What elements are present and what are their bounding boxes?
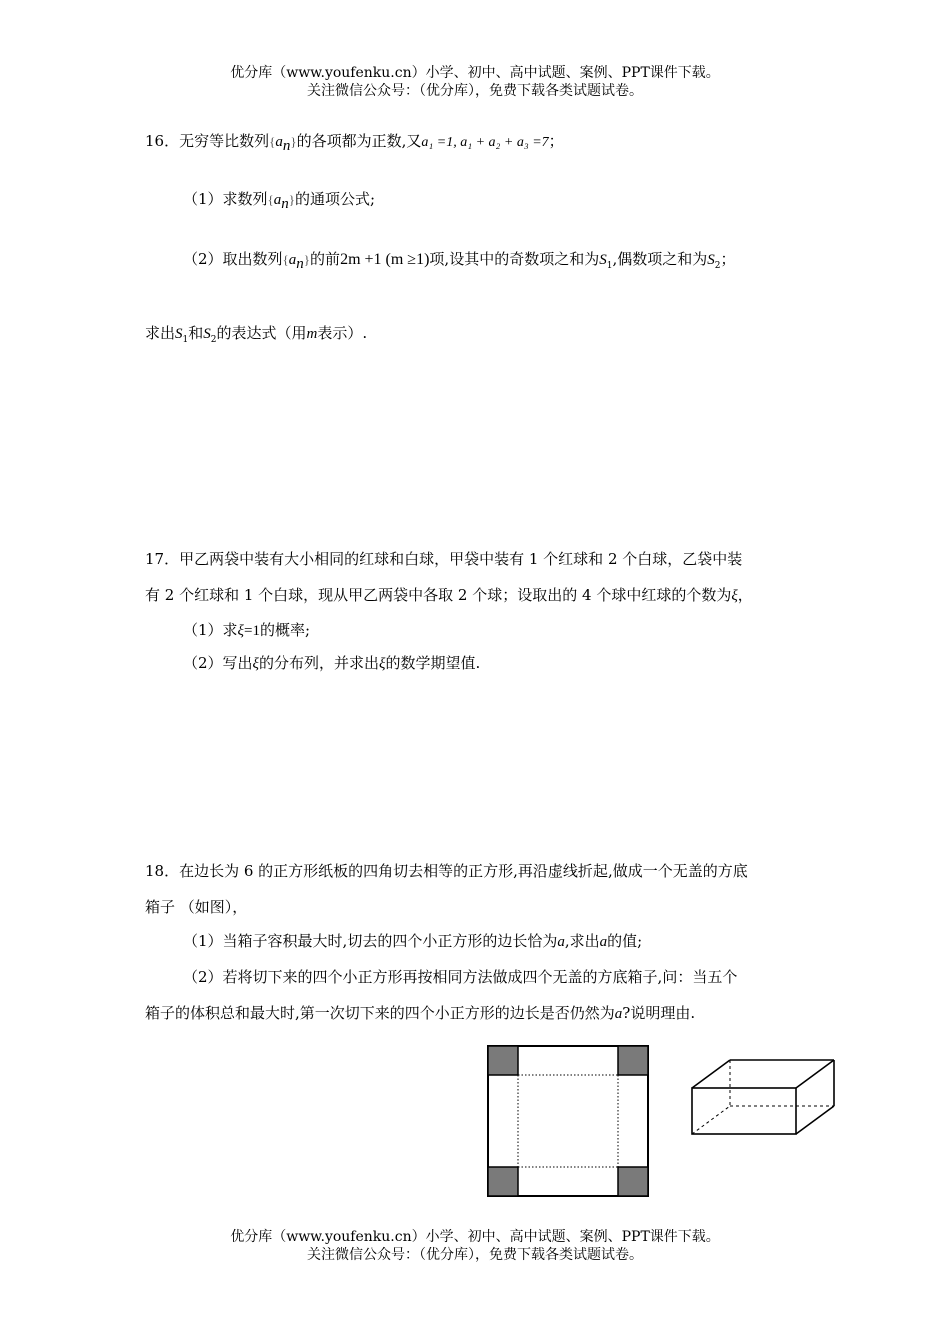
seq-a: a <box>275 134 283 150</box>
a-symbol: a <box>599 934 608 950</box>
corner-square-top-right <box>618 1046 648 1075</box>
footer-line-2: 关注微信公众号：（优分库），免费下载各类试题试卷。 <box>307 1247 643 1263</box>
q17-p1-label: （1）求 <box>183 621 238 639</box>
xi-symbol: ξ <box>731 588 738 604</box>
q16-p2-label: （2）取出数列 <box>183 250 283 268</box>
page-header <box>0 64 950 100</box>
xi-symbol: ξ <box>237 623 244 639</box>
seq-brace-right: } <box>290 134 297 149</box>
q16-p2-text-1: 的前 <box>310 250 341 268</box>
seq-sub: n <box>281 196 289 212</box>
q16-text-3: ； <box>548 132 564 150</box>
seq-brace-left: { <box>282 252 289 267</box>
q16-condition: a₁ =1, a₁ + a₂ + a₃ =7 <box>421 135 549 150</box>
corner-square-bottom-left <box>488 1167 518 1196</box>
q16-p2-text-3: ,偶数项之和为 <box>612 250 708 268</box>
box-solid-edges <box>692 1060 834 1134</box>
q16-part-2-cont <box>145 322 367 351</box>
q16-stem <box>145 130 564 157</box>
corner-square-top-left <box>488 1046 518 1075</box>
seq-sub: n <box>296 256 304 272</box>
q16-p1-text: 的通项公式; <box>295 190 376 208</box>
s1-sub: 1 <box>182 335 189 345</box>
q18-p2-text-2: ?说明理由. <box>622 1004 696 1022</box>
q17-p2-text-1: 的分布列，并求出 <box>258 654 379 672</box>
q17-p1-eq: =1 <box>243 623 260 639</box>
q17-part-1 <box>183 619 310 642</box>
q17-line-1: 17．甲乙两袋中装有大小相同的红球和白球，甲袋中装有 1 个红球和 2 个白球，乙袋中装 <box>145 550 743 568</box>
q16-p1-label: （1）求数列 <box>183 190 268 208</box>
q16-part-1 <box>183 188 375 215</box>
m-symbol: m <box>306 326 318 342</box>
s2-sub: 2 <box>714 261 721 271</box>
q18-p1-text-2: ,求出 <box>564 932 600 950</box>
footer-line-1: 优分库（www.youfenku.cn）小学、初中、高中试题、案例、PPT课件下载。 <box>230 1229 720 1245</box>
square-sheet-figure <box>486 1044 650 1200</box>
corner-square-bottom-right <box>618 1167 648 1196</box>
header-line-2: 关注微信公众号：（优分库），免费下载各类试题试卷。 <box>307 83 643 99</box>
page-footer <box>0 1228 950 1264</box>
q17-line-2-end: ， <box>737 586 753 604</box>
open-box-figure <box>688 1056 838 1138</box>
header-line-1: 优分库（www.youfenku.cn）小学、初中、高中试题、案例、PPT课件下载。 <box>230 65 720 81</box>
q18-p1-text-3: 的值; <box>607 932 643 950</box>
seq-brace-right: } <box>288 192 296 207</box>
q18-part-1 <box>183 930 642 953</box>
q17-part-2 <box>183 652 480 675</box>
q16-p3-text-4: 表示）. <box>317 324 368 342</box>
q16-number: 16． <box>145 132 180 150</box>
q16-p3-text-2: 和 <box>188 324 204 342</box>
q16-p3-text-3: 的表达式（用 <box>216 324 307 342</box>
s2-symbol: S <box>203 326 211 342</box>
q16-p2-text-4: ； <box>720 250 736 268</box>
box-hidden-edges <box>692 1060 834 1134</box>
q18-line-1: 18．在边长为 6 的正方形纸板的四角切去相等的正方形,再沿虚线折起,做成一个无盖的方底 <box>145 862 748 880</box>
q16-p2-text-2: 项,设其中的奇数项之和为 <box>429 250 600 268</box>
seq-brace-right: } <box>303 252 311 267</box>
q17-line-2 <box>145 584 753 607</box>
q18-part-2-line-2 <box>145 1002 695 1025</box>
seq-brace-left: { <box>269 134 276 149</box>
s1-sub: 1 <box>606 261 613 271</box>
a-symbol: a <box>614 1006 623 1022</box>
q17-p2-label: （2）写出 <box>183 654 253 672</box>
s2-sub: 2 <box>210 335 217 345</box>
q16-p3-text-1: 求出 <box>145 324 176 342</box>
q16-part-2 <box>183 248 735 277</box>
q16-text-2: 的各项都为正数,又 <box>296 132 422 150</box>
a-symbol: a <box>557 934 565 950</box>
q18-line-2: 箱子 （如图）， <box>145 898 248 916</box>
seq-brace-left: { <box>267 192 274 207</box>
seq-sub: n <box>282 138 291 154</box>
q16-text: 无穷等比数列 <box>179 132 270 150</box>
q18-part-2-line-1: （2）若将切下来的四个小正方形再按相同方法做成四个无盖的方底箱子,问：当五个 <box>183 968 738 986</box>
s2-symbol: S <box>707 252 715 268</box>
q17-p1-text: 的概率; <box>259 621 311 639</box>
seq-a: a <box>288 252 297 268</box>
xi-symbol: ξ <box>252 656 259 672</box>
seq-a: a <box>273 192 282 208</box>
q18-p2-text-1: 箱子的体积总和最大时,第一次切下来的四个小正方形的边长是否仍然为 <box>145 1004 615 1022</box>
q17-p2-text-2: 的数学期望值. <box>385 654 481 672</box>
q18-p1-text-1: （1）当箱子容积最大时,切去的四个小正方形的边长恰为 <box>183 932 558 950</box>
xi-symbol: ξ <box>379 656 386 672</box>
q16-p2-expr: 2m +1 (m ≥1) <box>340 251 430 268</box>
s1-symbol: S <box>599 252 607 268</box>
q17-line-2-text: 有 2 个红球和 1 个白球，现从甲乙两袋中各取 2 个球；设取出的 4 个球中红球的个数为 <box>145 586 732 604</box>
s1-symbol: S <box>175 326 183 342</box>
fold-lines <box>518 1075 618 1167</box>
